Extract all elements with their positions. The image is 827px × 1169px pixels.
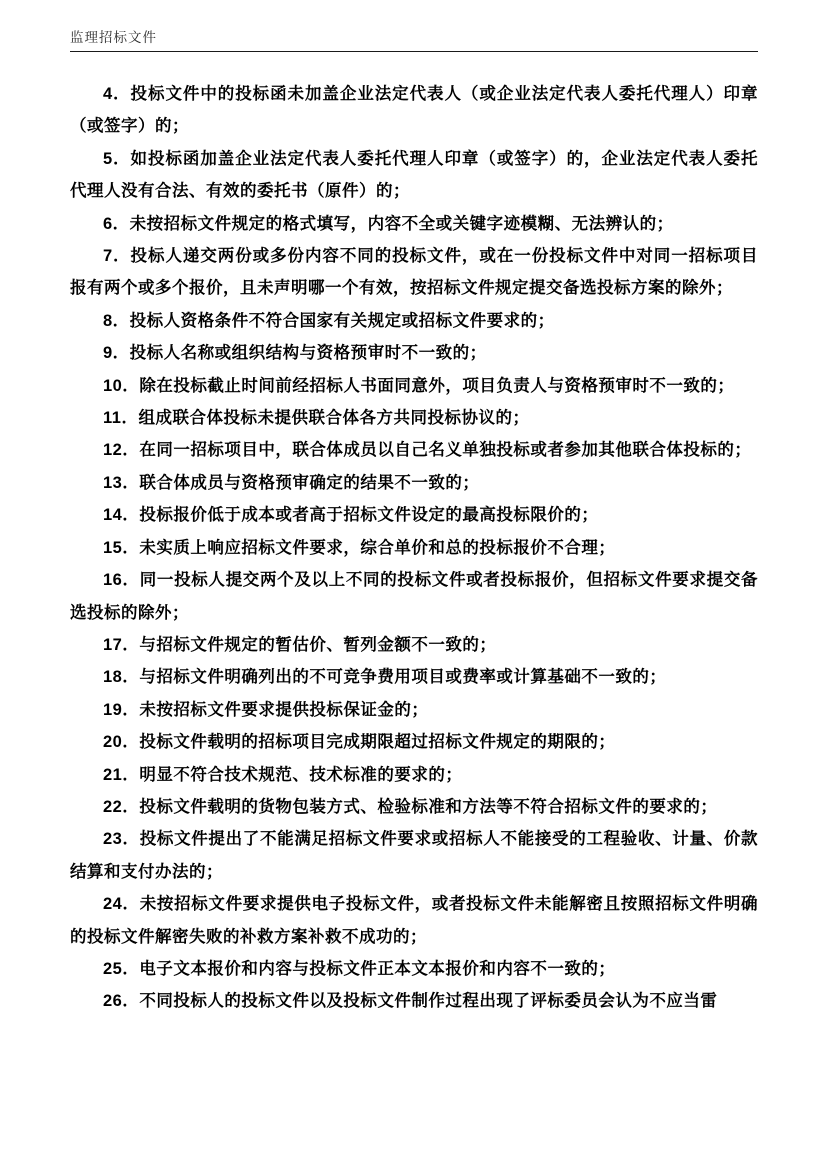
list-item-11: 11．组成联合体投标未提供联合体各方共同投标协议的； (103, 409, 530, 428)
list-item-16: 16．同一投标人提交两个及以上不同的投标文件或者投标报价，但招标文件要求提交备选投标的除外； (70, 571, 758, 622)
list-item-8: 8．投标人资格条件不符合国家有关规定或招标文件要求的； (103, 311, 555, 330)
list-item-26: 26．不同投标人的投标文件以及投标文件制作过程出现了评标委员会认为不应当雷 (103, 992, 718, 1011)
list-item-24: 24．未按招标文件要求提供电子投标文件，或者投标文件未能解密且按照招标文件明确的投标文件解密失败的补救方案补救不成功的； (70, 895, 758, 946)
list-item-4: 4．投标文件中的投标函未加盖企业法定代表人（或企业法定代表人委托代理人）印章（或签字）的； (70, 85, 758, 136)
list-item-20: 20．投标文件载明的招标项目完成期限超过招标文件规定的期限的； (103, 733, 616, 752)
list-item-22: 22．投标文件载明的货物包装方式、检验标准和方法等不符合招标文件的要求的； (103, 797, 718, 816)
list-item-5: 5．如投标函加盖企业法定代表人委托代理人印章（或签字）的，企业法定代表人委托代理人没有合法、有效的委托书（原件）的； (70, 149, 758, 201)
page-header (70, 30, 758, 52)
list-item-9: 9．投标人名称或组织结构与资格预审时不一致的； (103, 344, 487, 363)
list-item-23: 23．投标文件提出了不能满足招标文件要求或招标人不能接受的工程验收、计量、价款结算和支付办法的； (70, 830, 758, 881)
list-item-21: 21．明显不符合技术规范、技术标准的要求的； (103, 765, 463, 784)
list-item-12: 12．在同一招标项目中，联合体成员以自己名义单独投标或者参加其他联合体投标的； (103, 441, 752, 460)
list-item-7: 7．投标人递交两份或多份内容不同的投标文件，或在一份投标文件中对同一招标项目报有两个或多个报价，且未声明哪一个有效，按招标文件规定提交备选投标方案的除外； (70, 247, 758, 298)
list-item-25: 25．电子文本报价和内容与投标文件正本文本报价和内容不一致的； (103, 959, 616, 978)
document-body (70, 52, 758, 1018)
list-item-14: 14．投标报价低于成本或者高于招标文件设定的最高投标限价的； (103, 506, 599, 525)
list-item-18: 18．与招标文件明确列出的不可竞争费用项目或费率或计算基础不一致的； (103, 668, 667, 687)
list-item-13: 13．联合体成员与资格预审确定的结果不一致的； (103, 473, 480, 492)
list-item-15: 15．未实质上响应招标文件要求，综合单价和总的投标报价不合理； (103, 538, 616, 557)
header-title: 监理招标文件 (70, 30, 157, 45)
list-item-10: 10．除在投标截止时间前经招标人书面同意外，项目负责人与资格预审时不一致的； (103, 376, 735, 395)
list-item-19: 19．未按招标文件要求提供投标保证金的； (103, 700, 429, 719)
list-item-17: 17．与招标文件规定的暂估价、暂列金额不一致的； (103, 635, 497, 654)
list-item-6: 6．未按招标文件规定的格式填写，内容不全或关键字迹模糊、无法辨认的； (103, 214, 674, 233)
